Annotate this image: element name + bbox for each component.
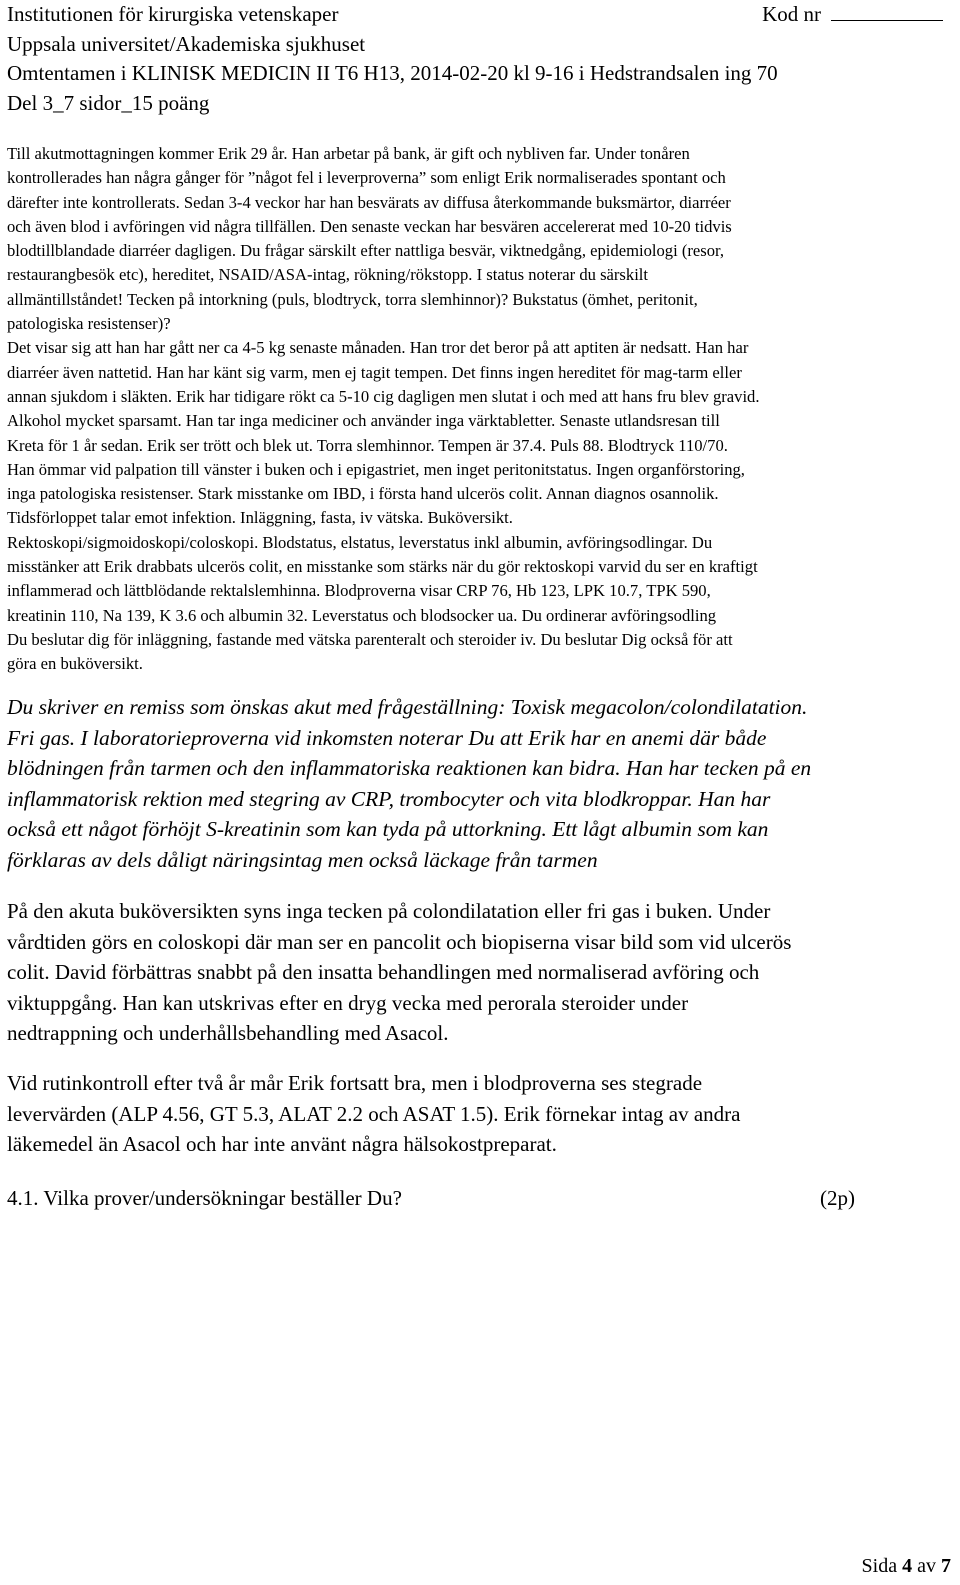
- case-line: därefter inte kontrollerats. Sedan 3-4 veckor har han besvärats av diffusa återkommande buksmärtor, diarréer: [7, 192, 731, 212]
- followup-line: vårdtiden görs en coloskopi där man ser en pancolit och biopiserna visar bild som vid ulcerös: [7, 929, 792, 954]
- answer-text: [7, 692, 952, 875]
- question-points: (2p): [820, 1186, 855, 1210]
- case-line: och även blod i avföringen vid några tillfällen. Den senaste veckan har besvären accelererat med 10-20 tidvis: [7, 216, 732, 236]
- case-line: annan sjukdom i släkten. Erik har tidigare rökt ca 5-10 cig dagligen men slutat i och med att hans fru blev gravid.: [7, 386, 760, 406]
- page-number-current: 4: [902, 1555, 913, 1577]
- followup-line: viktuppgång. Han kan utskrivas efter en dryg vecka med perorala steroider under: [7, 990, 689, 1015]
- case-line: Rektoskopi/sigmoidoskopi/coloskopi. Blodstatus, elstatus, leverstatus inkl albumin, avföringsodlingar. Du: [7, 532, 713, 552]
- case-line: inflammerad och lättblödande rektalslemhinna. Blodproverna visar CRP 76, Hb 123, LPK 10.7, TPK 590,: [7, 581, 711, 601]
- case-line: kreatinin 110, Na 139, K 3.6 och albumin 32. Leverstatus och blodsocker ua. Du ordinerar avföringsodling: [7, 605, 717, 625]
- header-section-info: Del 3_7 sidor_15 poäng: [7, 90, 210, 115]
- answer-line: förklaras av dels dåligt näringsintag men också läckage från tarmen: [7, 847, 598, 872]
- case-line: göra en buköversikt.: [7, 654, 143, 674]
- case-line: Till akutmottagningen kommer Erik 29 år. Han arbetar på bank, är gift och nybliven far. Under tonåren: [7, 144, 690, 163]
- answer-line: Fri gas. I laboratorieproverna vid inkomsten noterar Du att Erik har en anemi där både: [7, 725, 767, 750]
- answer-line: också ett något förhöjt S-kreatinin som kan tyda på uttorkning. Ett lågt albumin som kan: [7, 817, 769, 841]
- case-line: kontrollerades han några gånger för ”något fel i leverproverna” som enligt Erik normaliserades spontant och: [7, 168, 726, 188]
- routine-control-line: läkemedel än Asacol och har inte använt några hälsokostpreparat.: [7, 1132, 557, 1156]
- page-number-prefix: Sida: [861, 1555, 903, 1577]
- followup-line: colit. David förbättras snabbt på den insatta behandlingen med normaliserad avföring och: [7, 960, 760, 984]
- case-line: allmäntillståndet! Tecken på intorkning (puls, blodtryck, torra slemhinnor)? Bukstatus (ömhet, peritonit,: [7, 289, 698, 309]
- header-university: Uppsala universitet/Akademiska sjukhuset: [7, 31, 366, 56]
- page-number-middle: av: [912, 1555, 941, 1577]
- header-exam-title: Omtentamen i KLINISK MEDICIN II T6 H13, 2014-02-20 kl 9-16 i Hedstrandsalen ing 70: [7, 61, 778, 85]
- case-line: patologiska resistenser)?: [7, 314, 171, 334]
- case-description: [7, 142, 952, 677]
- routine-control-paragraph: [7, 1068, 952, 1160]
- case-line: restaurangbesök etc), hereditet, NSAID/ASA-intag, rökning/rökstopp. I status noterar du särskilt: [7, 265, 649, 285]
- followup-paragraph: [7, 896, 952, 1049]
- case-line: inga patologiska resistenser. Stark misstanke om IBD, i första hand ulcerös colit. Annan diagnos osannolik.: [7, 484, 719, 504]
- code-number-blank-line: [831, 2, 943, 21]
- answer-line: inflammatorisk rektion med stegring av CRP, trombocyter och vita blodkroppar. Han har: [7, 786, 771, 811]
- routine-control-line: levervärden (ALP 4.56, GT 5.3, ALAT 2.2 och ASAT 1.5). Erik förnekar intag av andra: [7, 1101, 741, 1126]
- answer-line: Du skriver en remiss som önskas akut med frågeställning: Toxisk megacolon/colondilatation.: [7, 695, 808, 719]
- followup-line: nedtrappning och underhållsbehandling med Asacol.: [7, 1021, 449, 1045]
- page-number-total: 7: [941, 1555, 951, 1577]
- page-number: [862, 1552, 951, 1580]
- document-header: [7, 0, 952, 118]
- case-line: blodtillblandade diarréer dagligen. Du frågar särskilt efter nattliga besvär, viktnedgång, epidemiologi (resor,: [7, 241, 725, 261]
- followup-line: På den akuta buköversikten syns inga tecken på colondilatation eller fri gas i buken. Under: [7, 899, 771, 923]
- header-institution: Institutionen för kirurgiska vetenskaper: [7, 2, 339, 26]
- code-number-label: Kod nr: [762, 2, 821, 26]
- case-line: diarréer även nattetid. Han har känt sig varm, men ej tagit tempen. Det finns ingen hereditet för mag-tarm eller: [7, 362, 742, 382]
- case-line: Tidsförloppet talar emot infektion. Inläggning, fasta, iv vätska. Buköversikt.: [7, 508, 513, 528]
- routine-control-line: Vid rutinkontroll efter två år mår Erik fortsatt bra, men i blodproverna ses stegrade: [7, 1071, 703, 1095]
- question-text: 4.1. Vilka prover/undersökningar beställer Du?: [7, 1186, 402, 1210]
- case-line: Alkohol mycket sparsamt. Han tar inga mediciner och använder inga värktabletter. Senaste utlandsresan till: [7, 411, 720, 431]
- case-line: Han ömmar vid palpation till vänster i buken och i epigastriet, men inget peritonitstatus. Ingen organförstoring,: [7, 459, 745, 479]
- case-line: Du beslutar dig för inläggning, fastande med vätska parenteralt och steroider iv. Du beslutar Dig också för att: [7, 629, 733, 649]
- case-line: misstänker att Erik drabbats ulcerös colit, en misstanke som stärks när du gör rektoskopi varvid du ser en kraftigt: [7, 557, 758, 577]
- answer-line: blödningen från tarmen och den inflammatoriska reaktionen kan bidra. Han har tecken på en: [7, 756, 812, 780]
- case-line: Kreta för 1 år sedan. Erik ser trött och blek ut. Torra slemhinnor. Tempen är 37.4. Puls 88. Blodtryck 110/70.: [7, 435, 728, 455]
- code-number-field: [762, 0, 943, 30]
- case-line: Det visar sig att han har gått ner ca 4-5 kg senaste månaden. Han tror det beror på att aptiten är nedsatt. Han har: [7, 338, 749, 358]
